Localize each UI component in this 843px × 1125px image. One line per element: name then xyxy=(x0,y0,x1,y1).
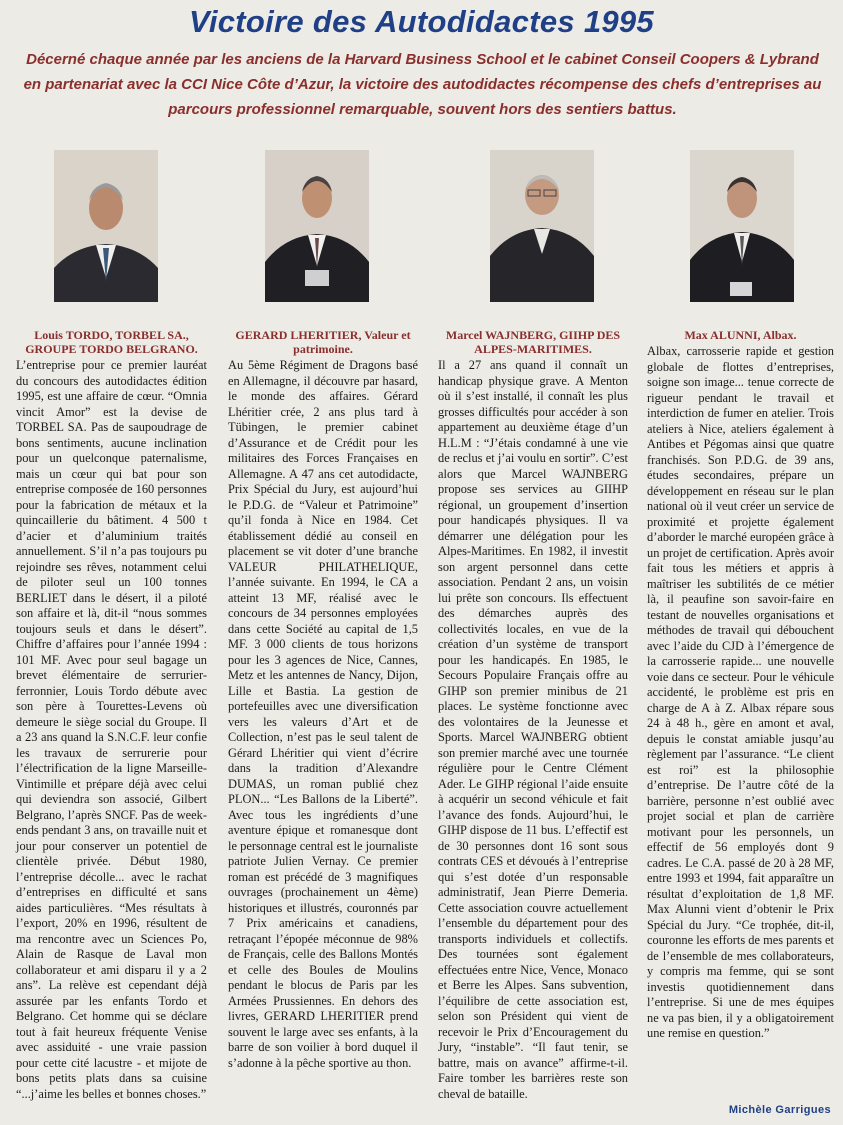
portrait-photo-wajnberg xyxy=(490,150,594,302)
column-text: Au 5ème Régiment de Dragons basé en Allemagne, il découvre par hasard, le monde des affaires. Gérard Lhéritier crée, 2 ans plus tard à Tübingen, le premier cabinet d’Assurance et de Crédit pour les militaires des Forces Françaises en Allemagne. A 47 ans cet autodidacte, Prix Spécial du Jury, est aujourd’hui le P.D.G. de “Valeur et Patrimoine” qu’il fonda à Nice en 1984. Cet établissement dédié au conseil en placement se vit doter d’une branche VALEUR PHILATHELIQUE, l’année suivante. En 1994, le CA a atteint 13 MF, réalisé avec le concours de 34 personnes employées dans cette Société au capital de 1,5 MF. 3 000 clients de tous horizons pour les 3 agences de Nice, Cannes, Metz et les antennes de Nancy, Dijon, Lille et Bastia. La gestion de portefeuilles avec une diversification vers les valeurs d’Art et de Collection, n’est pas le seul talent de Gérard Lhéritier qui vient d’écrire dans la tradition d’Alexandre DUMAS, un roman publié chez PLON... “Les Ballons de la Liberté”. Avec tous les ingrédients d’une aventure épique et romanesque dont le personnage central est le journaliste patriote Julien Vernay. Ce premier roman est précédé de 3 magnifiques ouvrages (prochainement un 4ème) historiques et illustrés, couronnés par 7 Prix américains et canadiens, retraçant l’épopée méconnue de 98% de Français, celle des Ballons Montés et celle des Boules de Moulins pendant le blocus de Paris par les Armées Prussiennes. En dehors des livres, GERARD LHERITIER prend souvent le large avec ses enfants, à la barre de son voilier à bord duquel il s’adonne à la pêche sportive au thon. xyxy=(228,358,418,1070)
column-wajnberg xyxy=(438,328,628,1102)
column-alunni xyxy=(647,328,834,1042)
author-signature: Michèle Garrigues xyxy=(728,1104,831,1116)
column-caption: GERARD LHERITIER, Valeur et patrimoine. xyxy=(235,328,411,356)
article-intro: Décerné chaque année par les anciens de la Harvard Business School et le cabinet Conseil Coopers & Lybrand en partenariat avec la CCI Nice Côte d’Azur, la victoire des autodidactes récompense des chefs d’entreprises au parcours professionnel remarquable, souvent hors des sentiers battus. xyxy=(23,51,822,118)
column-lheritier xyxy=(228,328,418,1071)
column-caption: Louis TORDO, TORBEL SA., GROUPE TORDO BELGRANO. xyxy=(25,328,198,356)
column-caption: Marcel WAJNBERG, GIIHP DES ALPES-MARITIMES. xyxy=(445,328,621,356)
portrait-photo-lheritier xyxy=(265,150,369,302)
portrait-photo-tordo xyxy=(54,150,158,302)
column-text: L’entreprise pour ce premier lauréat du concours des autodidactes édition 1995, est une affaire de cœur. “Omnia vincit Amor” est la devise de TORBEL SA. Pas de saupoudrage de bons sentiments, aucune inclination pour un quelconque paternalisme, mais un cœur qui bat pour son entreprise composée de 160 personnes pour la fabrication de métaux et la quincaillerie du bâtiment. 4 500 t d’acier et d’aluminium traités annuellement. S’il n’a pas toujours pu rejoindre ses rêves, notamment celui de piloter seul un 100 tonnes BERLIET dans le désert, il a piloté son affaire et là, dit-il “nous sommes toujours seuls et dans le désert”. Chiffre d’affaires pour l’année 1994 : 101 MF. Avec pour seul bagage un brevet élémentaire de serrurier-ferronnier, Louis Tordo débute avec son père à Tourettes-Levens où demeure le siège social du Groupe. Il a 23 ans quand la S.N.C.F. leur confie les travaux de serrurerie pour l’électrification de la ligne Marseille-Vintimille et prépare déjà avec celui qui deviendra son associé, Gilbert Belgrano, l’après SNCF. Pas de week-ends pendant 3 ans, on travaille nuit et jour pour conserver un potentiel de clientèle privée. Début 1980, l’entreprise décolle... avec le rachat d’entreprises en difficulté et sans aides particulières. “Mes résultats à l’export, 20% en 1996, résultent de ma rencontre avec un Sciences Po, Alain de Rasque de Laval mon collaborateur et ami disparu il y a 2 ans”. La relève est cependant déjà assurée par les enfants Tordo et Belgrano. Cet homme qui se déclare tout à fait heureux fréquente Venise avec assiduité - une vraie passion pour cette cité lacustre - et mijote de bons petits plats dans sa cuisine “...j’aime les belles et bonnes choses.” xyxy=(16,358,207,1101)
column-caption: Max ALUNNI, Albax. xyxy=(684,328,797,342)
article-title: Victoire des Autodidactes 1995 xyxy=(189,4,654,39)
column-text: Albax, carrosserie rapide et gestion globale de flottes d’entreprises, soigne son image... tenue correcte de rigueur pendant le travail et interdiction de fumer en atelier. Trois ateliers à Nice, ateliers également à Antibes et Pégomas ainsi que quatre franchisés. Son P.D.G. de 39 ans, études secondaires, prépare un développement en réseau sur le plan national où il veut créer un service de proximité et projette également d’aborder le marché européen grâce à un projet de certification. Après avoir fait tous les métiers et appris à maîtriser les subtilités de ce métier là, il peaufine son savoir-faire en testant de nouvelles organisations et méthodes de travail qui débouchent avec l’aide du CJD à l’émergence de la carrosserie rapide... une nouvelle voie dans ce secteur. Pour le véhicule accidenté, le problème est pris en charge de A à Z. Albax répare sous 24 à 48 h., gère en amont et aval, depuis le constat amiable jusqu’au règlement par l’assurance. “Le client est roi” est la philosophie d’entreprise. De l’autre côté de la barrière, personne n’est oublié avec projet social et plan de carrière motivant pour les personnels, un effectif de 56 employés dont 9 cadres. Le C.A. passé de 20 à 28 MF, entre 1993 et 1994, fait apparaître un résultat d’exploitation de 1,8 MF. Max Alunni vient d’obtenir le Prix Spécial du Jury. “Ce trophée, dit-il, couronne les efforts de mes parents et de l’ensemble de mes collaborateurs, y compris ma femme, qui se sont investis quotidiennement dans l’entreprise. Si une de mes équipes ne va pas bien, il y a obligatoirement une remise en question.” xyxy=(647,344,834,1040)
column-text: Il a 27 ans quand il connaît un handicap physique grave. A Menton où il s’est installé, il connaît les plus grosses difficultés pour accéder à son appartement au deuxième étage d’un H.L.M : “J’étais condamné à une vie de reclus et j’ai voulu en sortir”. C’est alors que Marcel WAJNBERG propose ses services au GIIHP régional, un groupement d’insertion pour handicapés physiques. Il va démarrer une délégation pour les Alpes-Maritimes. En 1982, il investit son argent personnel dans cette association. Pendant 2 ans, un voisin lui prête son concours. Ils effectuent des démarches auprès des collectivités locales, en vue de la création d’un système de transport pour les handicapés. En 1985, le Secours Populaire Français offre au GIHP son premier minibus de 21 places. Le système fonctionne avec des volontaires de la Jeunesse et Sports. Marcel WAJNBERG obtient son premier marché avec une tournée régulière pour le Centre Clément Ader. Le GIHP régional l’aide ensuite à acquérir un second véhicule et fait l’avance des fonds. Aujourd’hui, le GIHP dispose de 11 bus. L’effectif est de 30 personnes dont 16 sont sous contrats CES et dévoués à l’entreprise qui s’est dotée d’un responsable administratif, Jean Pierre Demeria. Cette association couvre actuellement l’ensemble du département pour des transports individuels et collectifs. Des tournées sont également effectuées entre Nice, Vence, Monaco et Berre les Alpes. Sans subvention, l’équilibre de cette association est, selon son Président qui vient de recevoir le Prix d’Encouragement du Jury, “instable”. “Il faut tenir, se battre, mais on avance” affirme-t-il. Faire tomber les barrières reste son cheval de bataille. xyxy=(438,358,628,1101)
column-tordo xyxy=(16,328,207,1102)
portrait-photo-alunni xyxy=(690,150,794,302)
